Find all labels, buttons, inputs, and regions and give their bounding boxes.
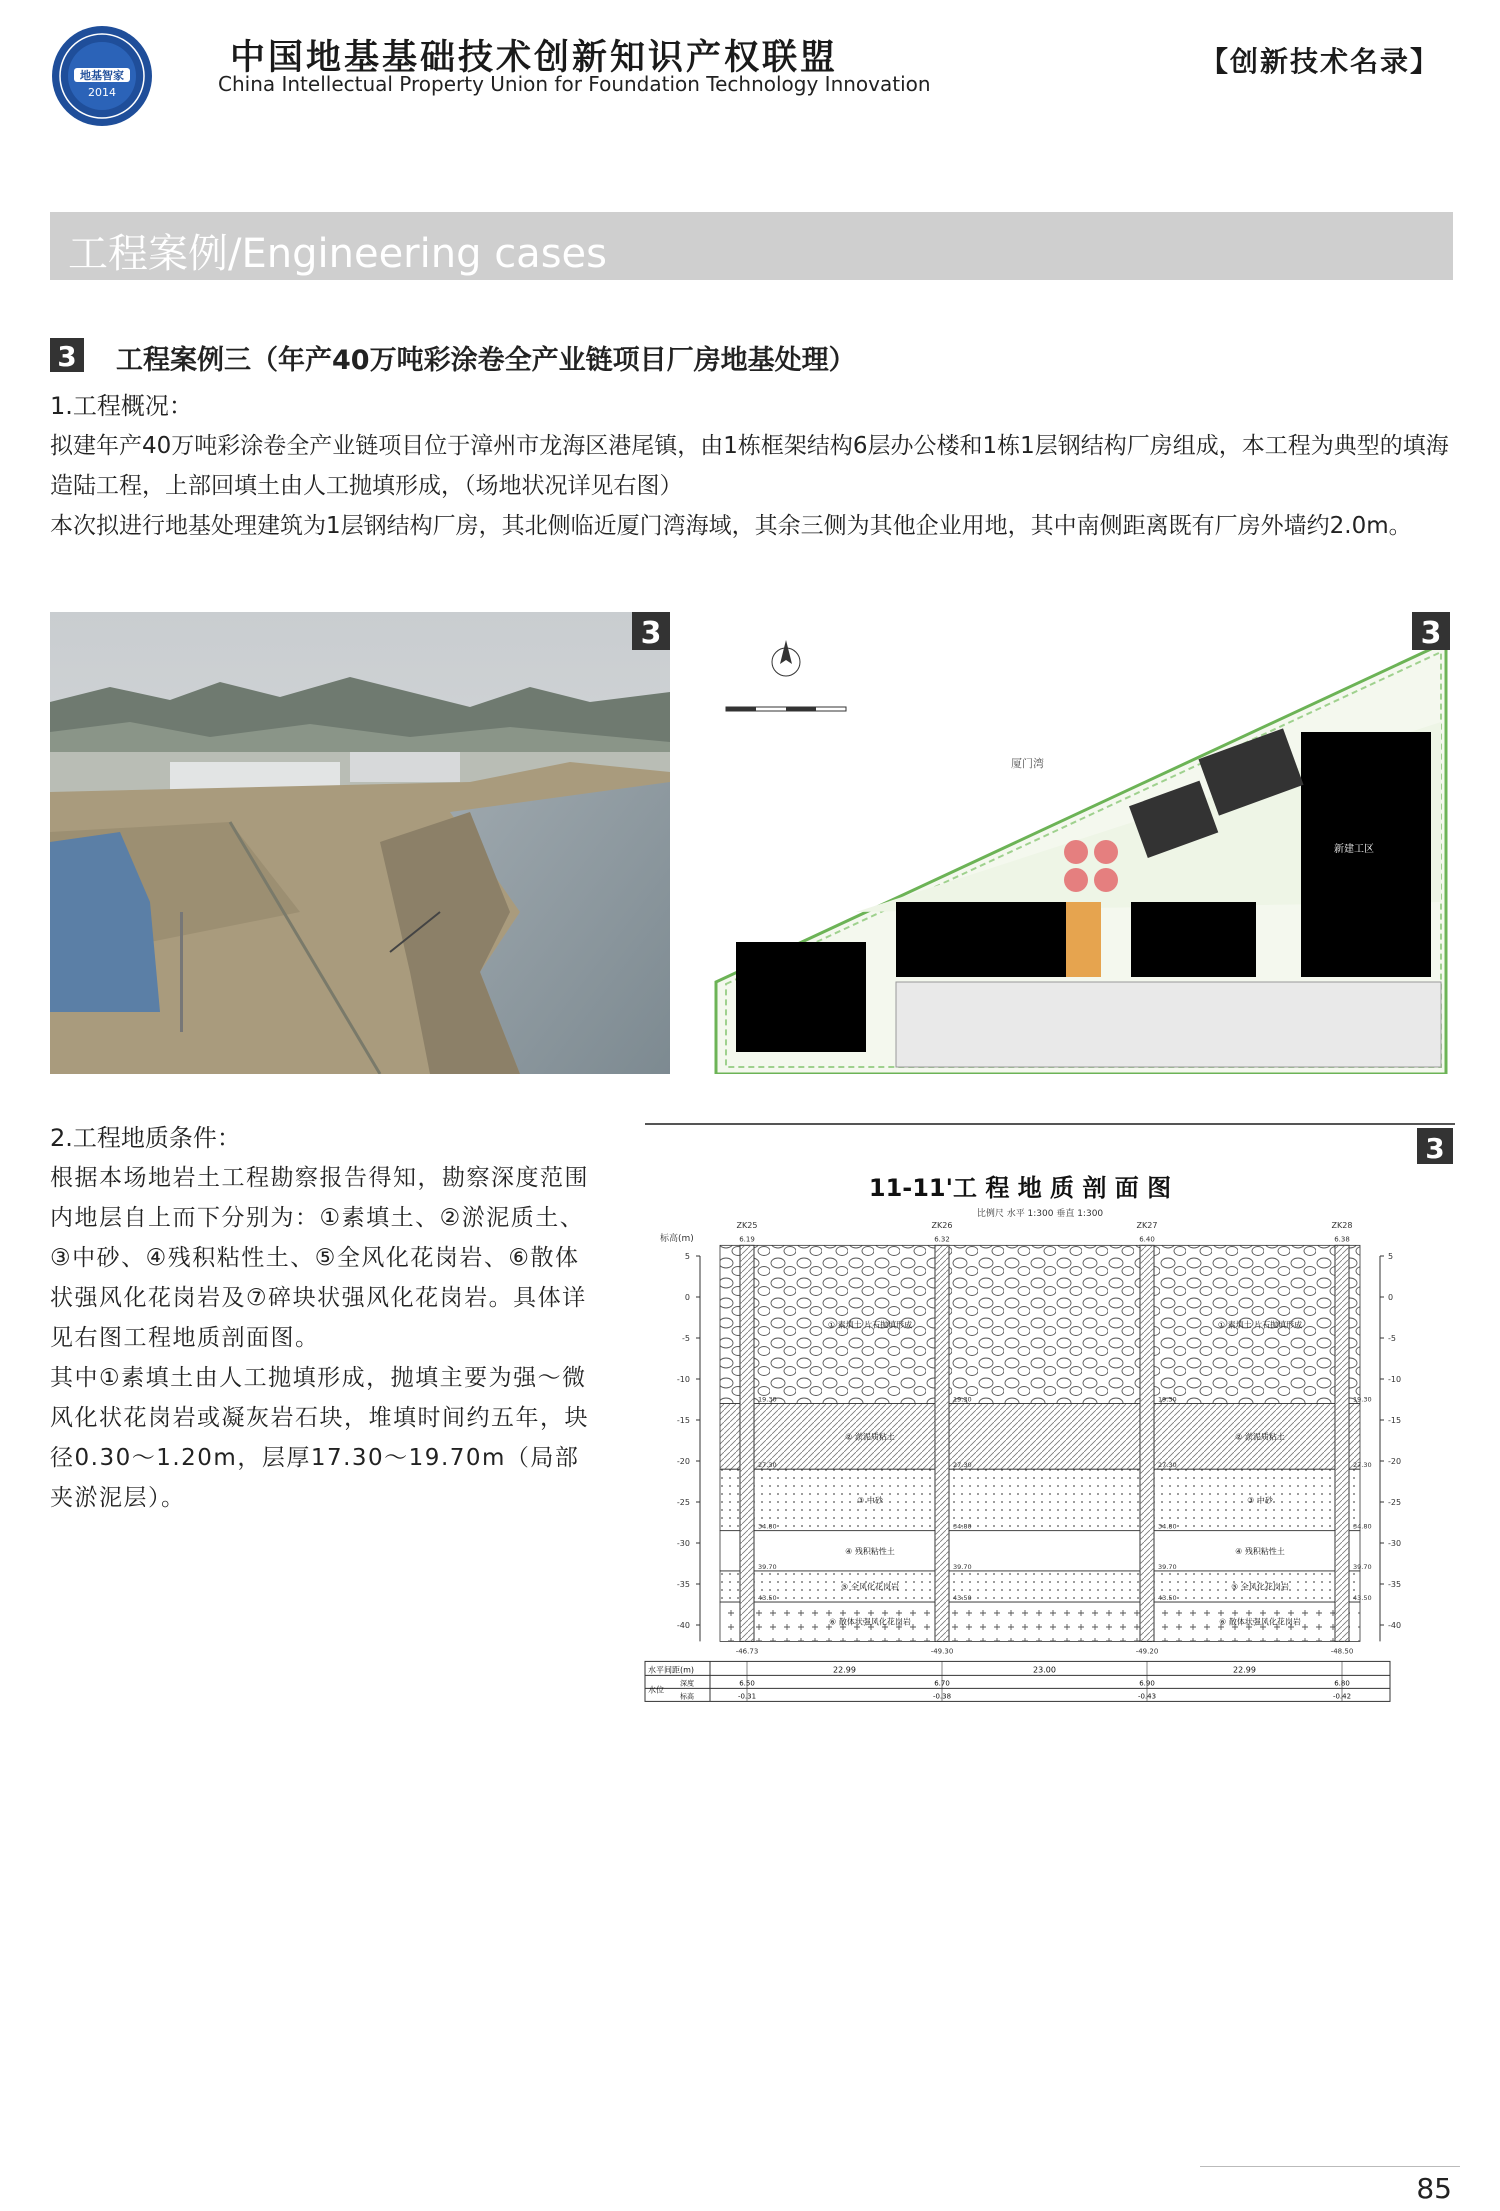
axis-tick: -25 xyxy=(1388,1498,1402,1507)
layer-label: ③ 中砂 xyxy=(857,1495,883,1505)
geology-text xyxy=(50,1158,595,1518)
table-sub-label: 标高 xyxy=(680,1692,694,1701)
borehole-id: ZK28 xyxy=(1331,1221,1353,1230)
water-elevation: -0.31 xyxy=(737,1692,757,1701)
water-elevation: -0.43 xyxy=(1137,1692,1157,1701)
svg-text:3: 3 xyxy=(640,616,662,650)
distance-value: 22.99 xyxy=(1233,1665,1256,1675)
geological-section-drawing xyxy=(640,1116,1455,1756)
depth-label: 39.70 xyxy=(953,1562,972,1571)
depth-label: 34.80 xyxy=(1353,1522,1372,1531)
table-sub-label: 深度 xyxy=(680,1679,694,1688)
depth-label: 34.80 xyxy=(758,1522,777,1531)
axis-tick: -10 xyxy=(676,1375,690,1384)
photo-badge xyxy=(632,612,670,650)
depth-label: 27.30 xyxy=(1158,1461,1177,1470)
axis-tick: -15 xyxy=(676,1416,690,1425)
borehole-elevation: 6.32 xyxy=(934,1235,950,1244)
layer-label-right: ④ 残积粘性土 xyxy=(1235,1546,1285,1556)
borehole-fill xyxy=(1335,1245,1349,1641)
borehole-elevation: 6.40 xyxy=(1139,1235,1155,1244)
case-title: 工程案例三（年产40万吨彩涂卷全产业链项目厂房地基处理） xyxy=(116,345,856,376)
overview-paragraph: 本次拟进行地基处理建筑为1层钢结构厂房，其北侧临近厦门湾海域，其余三侧为其他企业用地，其中南侧距离既有厂房外墙约2.0m。 xyxy=(50,513,1412,539)
borehole-id: ZK27 xyxy=(1136,1221,1158,1230)
layer-label-right: ② 淤泥质粘土 xyxy=(1235,1432,1285,1442)
catalog-tag: 【创新技术名录】 xyxy=(1199,45,1440,78)
borehole-id: ZK26 xyxy=(931,1221,953,1230)
layer-label: ② 淤泥质粘土 xyxy=(845,1432,895,1442)
section-scale: 比例尺 水平 1:300 垂直 1:300 xyxy=(976,1209,1104,1219)
layer-label-right: ③ 中砂 xyxy=(1247,1495,1273,1505)
axis-title: 标高(m) xyxy=(660,1234,694,1244)
depth-label: 34.80 xyxy=(953,1522,972,1531)
borehole-fill xyxy=(740,1245,754,1641)
depth-label: 43.50 xyxy=(758,1594,777,1603)
table-row-label: 水位 xyxy=(648,1685,664,1695)
overview-text xyxy=(50,426,1460,546)
svg-text:3: 3 xyxy=(57,340,77,372)
depth-label: 19.30 xyxy=(758,1395,777,1404)
layer-label: ⑥ 散体状强风化花岗岩 xyxy=(829,1617,911,1627)
section-title: 11-11'工 程 地 质 剖 面 图 xyxy=(868,1174,1172,1202)
distance-value: 22.99 xyxy=(833,1665,856,1675)
org-name-en: China Intellectual Property Union for Foundation Technology Innovation xyxy=(218,72,931,96)
axis-tick: -15 xyxy=(1388,1416,1402,1425)
site-aerial-photo xyxy=(50,612,670,1074)
layer-label-right: ⑤ 全风化花岗岩 xyxy=(1231,1582,1289,1592)
plan-label-sea: 厦门湾 xyxy=(1011,757,1044,770)
axis-tick: -20 xyxy=(1388,1457,1402,1466)
axis-tick: -5 xyxy=(682,1334,690,1343)
plan-label-factory: 新建工区 xyxy=(1334,844,1374,855)
logo-text: 地基智家 xyxy=(80,69,124,82)
depth-label: 34.80 xyxy=(1158,1522,1177,1531)
depth-label: 43.50 xyxy=(953,1594,972,1603)
site-plan-drawing xyxy=(706,612,1450,1074)
axis-tick: -35 xyxy=(1388,1580,1402,1589)
depth-label: 43.50 xyxy=(1158,1594,1177,1603)
geology-heading: 2.工程地质条件： xyxy=(50,1124,241,1152)
borehole-elevation: 6.38 xyxy=(1334,1235,1350,1244)
layer-label: ⑤ 全风化花岗岩 xyxy=(841,1582,899,1592)
axis-tick: -10 xyxy=(1388,1375,1402,1384)
water-depth: 6.80 xyxy=(1334,1679,1350,1688)
plan-badge: 3 xyxy=(1420,616,1442,651)
water-depth: 6.90 xyxy=(1139,1679,1155,1688)
layer-label-right: ⑥ 散体状强风化花岗岩 xyxy=(1219,1617,1301,1627)
page-number: 85 xyxy=(1416,2172,1452,2205)
depth-label: 39.70 xyxy=(758,1562,777,1571)
distance-value: 23.00 xyxy=(1033,1665,1056,1675)
axis-tick: 0 xyxy=(684,1293,690,1302)
borehole-elevation: 6.19 xyxy=(739,1235,755,1244)
axis-tick: -35 xyxy=(676,1580,690,1589)
scale-bar xyxy=(726,707,846,711)
water-elevation: -0.42 xyxy=(1332,1692,1352,1701)
axis-tick: -40 xyxy=(1388,1621,1402,1630)
depth-label: 27.30 xyxy=(758,1461,777,1470)
water-elevation: -0.38 xyxy=(932,1692,952,1701)
axis-tick: 0 xyxy=(1388,1293,1394,1302)
geology-paragraph: 其中①素填土由人工抛填形成，抛填主要为强～微风化状花岗岩或凝灰岩石块，堆填时间约五年，块径0.30～1.20m，层厚17.30～19.70m（局部夹淤泥层）。 xyxy=(50,1365,589,1511)
overview-paragraph: 拟建年产40万吨彩涂卷全产业链项目位于漳州市龙海区港尾镇，由1栋框架结构6层办公楼和1栋1层钢结构厂房组成，本工程为典型的填海造陆工程，上部回填土由人工抛填形成，（场地状况详见右图） xyxy=(50,433,1449,499)
borehole-bottom: -48.50 xyxy=(1330,1647,1354,1656)
depth-label: 43.50 xyxy=(1353,1594,1372,1603)
depth-label: 27.30 xyxy=(953,1461,972,1470)
water-depth: 6.50 xyxy=(739,1679,755,1688)
section-banner xyxy=(50,212,1453,280)
borehole-fill xyxy=(1140,1245,1154,1641)
borehole-bottom: -49.30 xyxy=(930,1647,954,1656)
axis-tick: -30 xyxy=(1388,1539,1402,1548)
logo-year: 2014 xyxy=(88,86,116,99)
axis-tick: 5 xyxy=(1388,1252,1394,1261)
layer-label-right: ① 素填土 片石抛填形成 xyxy=(1217,1320,1303,1330)
overview-heading: 1.工程概况： xyxy=(50,392,193,420)
alliance-logo xyxy=(50,24,154,128)
borehole-bottom: -46.73 xyxy=(735,1647,759,1656)
depth-label: 19.30 xyxy=(1353,1395,1372,1404)
geology-paragraph: 根据本场地岩土工程勘察报告得知，勘察深度范围内地层自上而下分别为：①素填土、②淤泥质土、③中砂、④残积粘性土、⑤全风化花岗岩、⑥散体状强风化花岗岩及⑦碎块状强风化花岗岩。具体详见右图工程地质剖面图。 xyxy=(50,1165,589,1351)
axis-tick: -20 xyxy=(676,1457,690,1466)
depth-label: 39.70 xyxy=(1158,1562,1177,1571)
water-depth: 6.70 xyxy=(934,1679,950,1688)
section-badge xyxy=(1417,1128,1453,1165)
axis-tick: -30 xyxy=(676,1539,690,1548)
org-name-cn: 中国地基基础技术创新知识产权联盟 xyxy=(230,38,839,78)
depth-label: 27.30 xyxy=(1353,1461,1372,1470)
layer-label: ④ 残积粘性土 xyxy=(845,1546,895,1556)
borehole-fill xyxy=(935,1245,949,1641)
axis-tick: 5 xyxy=(684,1252,690,1261)
footer-rule xyxy=(1200,2166,1460,2167)
borehole-bottom: -49.20 xyxy=(1135,1647,1159,1656)
axis-tick: -25 xyxy=(676,1498,690,1507)
table-row-label: 水平间距(m) xyxy=(648,1665,695,1675)
depth-label: 19.30 xyxy=(953,1395,972,1404)
banner-title: 工程案例/Engineering cases xyxy=(68,231,607,277)
depth-label: 39.70 xyxy=(1353,1562,1372,1571)
svg-text:3: 3 xyxy=(1425,1132,1445,1165)
layer-label: ① 素填土 片石抛填形成 xyxy=(827,1320,913,1330)
axis-tick: -5 xyxy=(1388,1334,1396,1343)
borehole-id: ZK25 xyxy=(736,1221,758,1230)
axis-tick: -40 xyxy=(676,1621,690,1630)
depth-label: 19.30 xyxy=(1158,1395,1177,1404)
case-number-badge xyxy=(50,338,84,372)
